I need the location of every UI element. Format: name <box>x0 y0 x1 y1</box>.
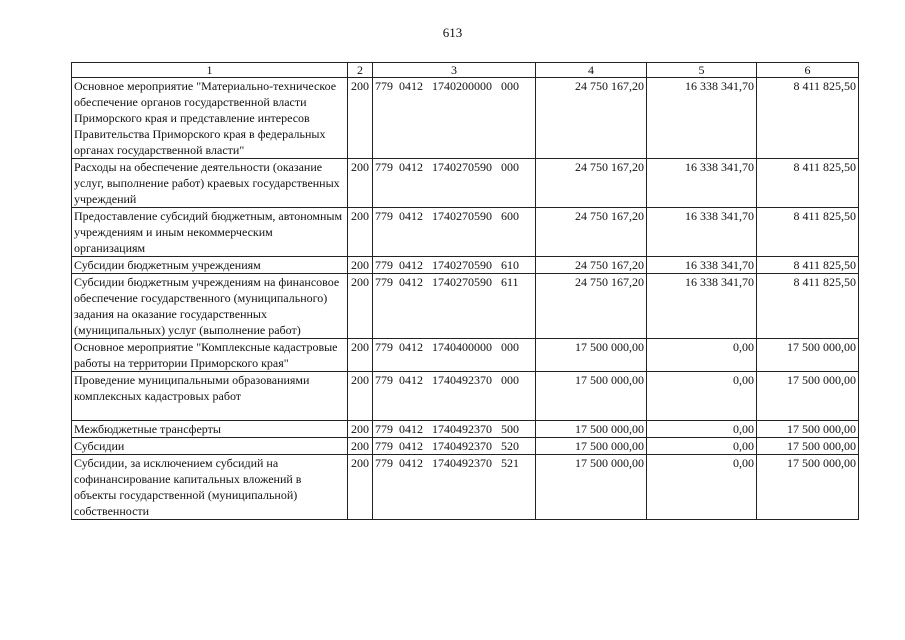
column-header: 5 <box>647 63 757 78</box>
row-col5: 0,00 <box>647 372 757 421</box>
row-col5: 0,00 <box>647 421 757 438</box>
row-ved: 200 <box>348 372 373 421</box>
row-ved: 200 <box>348 438 373 455</box>
row-name: Основное мероприятие "Материально-техническое обеспечение органов государственной власти Приморского края и представление интересов Правительства Приморского края в федеральных органах государственной власти" <box>72 78 348 159</box>
table-row <box>72 455 859 520</box>
table-row <box>72 257 859 274</box>
row-col4: 24 750 167,20 <box>536 257 647 274</box>
row-col5: 0,00 <box>647 455 757 520</box>
row-col6: 17 500 000,00 <box>757 421 859 438</box>
table-row <box>72 208 859 257</box>
row-ved: 200 <box>348 421 373 438</box>
row-col5: 16 338 341,70 <box>647 257 757 274</box>
table-row <box>72 438 859 455</box>
row-col6: 8 411 825,50 <box>757 257 859 274</box>
row-name: Предоставление субсидий бюджетным, автономным учреждениям и иным некоммерческим организациям <box>72 208 348 257</box>
row-col5: 16 338 341,70 <box>647 159 757 208</box>
row-name: Межбюджетные трансферты <box>72 421 348 438</box>
column-header: 6 <box>757 63 859 78</box>
row-ved: 200 <box>348 208 373 257</box>
row-name: Проведение муниципальными образованиями комплексных кадастровых работ <box>72 372 348 421</box>
row-code: 779 0412 1740492370 000 <box>373 372 536 421</box>
row-code: 779 0412 1740270590 611 <box>373 274 536 339</box>
row-col5: 16 338 341,70 <box>647 208 757 257</box>
row-col5: 16 338 341,70 <box>647 274 757 339</box>
row-col5: 0,00 <box>647 438 757 455</box>
page-number: 613 <box>442 25 463 40</box>
row-col6: 8 411 825,50 <box>757 78 859 159</box>
row-code: 779 0412 1740270590 610 <box>373 257 536 274</box>
table-row <box>72 421 859 438</box>
row-name: Субсидии бюджетным учреждениям на финансовое обеспечение государственного (муниципального) задания на оказание государственных (муниципальных) услуг (выполнение работ) <box>72 274 348 339</box>
row-code: 779 0412 1740492370 521 <box>373 455 536 520</box>
row-col4: 17 500 000,00 <box>536 339 647 372</box>
row-col6: 17 500 000,00 <box>757 455 859 520</box>
row-name: Субсидии бюджетным учреждениям <box>72 257 348 274</box>
row-col4: 24 750 167,20 <box>536 159 647 208</box>
row-name: Расходы на обеспечение деятельности (оказание услуг, выполнение работ) краевых государственных учреждений <box>72 159 348 208</box>
table-row <box>72 159 859 208</box>
row-ved: 200 <box>348 78 373 159</box>
row-code: 779 0412 1740200000 000 <box>373 78 536 159</box>
table-row <box>72 339 859 372</box>
column-header: 2 <box>348 63 373 78</box>
table-row <box>72 78 859 159</box>
row-code: 779 0412 1740270590 600 <box>373 208 536 257</box>
row-ved: 200 <box>348 257 373 274</box>
row-col4: 17 500 000,00 <box>536 372 647 421</box>
header-row <box>72 63 859 78</box>
row-code: 779 0412 1740492370 520 <box>373 438 536 455</box>
row-ved: 200 <box>348 159 373 208</box>
row-col6: 17 500 000,00 <box>757 372 859 421</box>
table-row <box>72 372 859 421</box>
row-col6: 17 500 000,00 <box>757 438 859 455</box>
row-col6: 17 500 000,00 <box>757 339 859 372</box>
row-col4: 24 750 167,20 <box>536 78 647 159</box>
column-header: 1 <box>72 63 348 78</box>
row-col6: 8 411 825,50 <box>757 274 859 339</box>
budget-table <box>71 62 859 520</box>
column-header: 4 <box>536 63 647 78</box>
row-col6: 8 411 825,50 <box>757 208 859 257</box>
row-code: 779 0412 1740400000 000 <box>373 339 536 372</box>
row-col5: 0,00 <box>647 339 757 372</box>
row-code: 779 0412 1740270590 000 <box>373 159 536 208</box>
row-ved: 200 <box>348 339 373 372</box>
row-ved: 200 <box>348 274 373 339</box>
row-col4: 24 750 167,20 <box>536 208 647 257</box>
row-ved: 200 <box>348 455 373 520</box>
row-name: Субсидии <box>72 438 348 455</box>
row-name: Субсидии, за исключением субсидий на софинансирование капитальных вложений в объекты государственной (муниципальной) собственности <box>72 455 348 520</box>
row-col4: 17 500 000,00 <box>536 455 647 520</box>
row-code: 779 0412 1740492370 500 <box>373 421 536 438</box>
row-col5: 16 338 341,70 <box>647 78 757 159</box>
row-col4: 24 750 167,20 <box>536 274 647 339</box>
row-col4: 17 500 000,00 <box>536 421 647 438</box>
row-col6: 8 411 825,50 <box>757 159 859 208</box>
row-name: Основное мероприятие "Комплексные кадастровые работы на территории Приморского края" <box>72 339 348 372</box>
table-row <box>72 274 859 339</box>
column-header: 3 <box>373 63 536 78</box>
row-col4: 17 500 000,00 <box>536 438 647 455</box>
